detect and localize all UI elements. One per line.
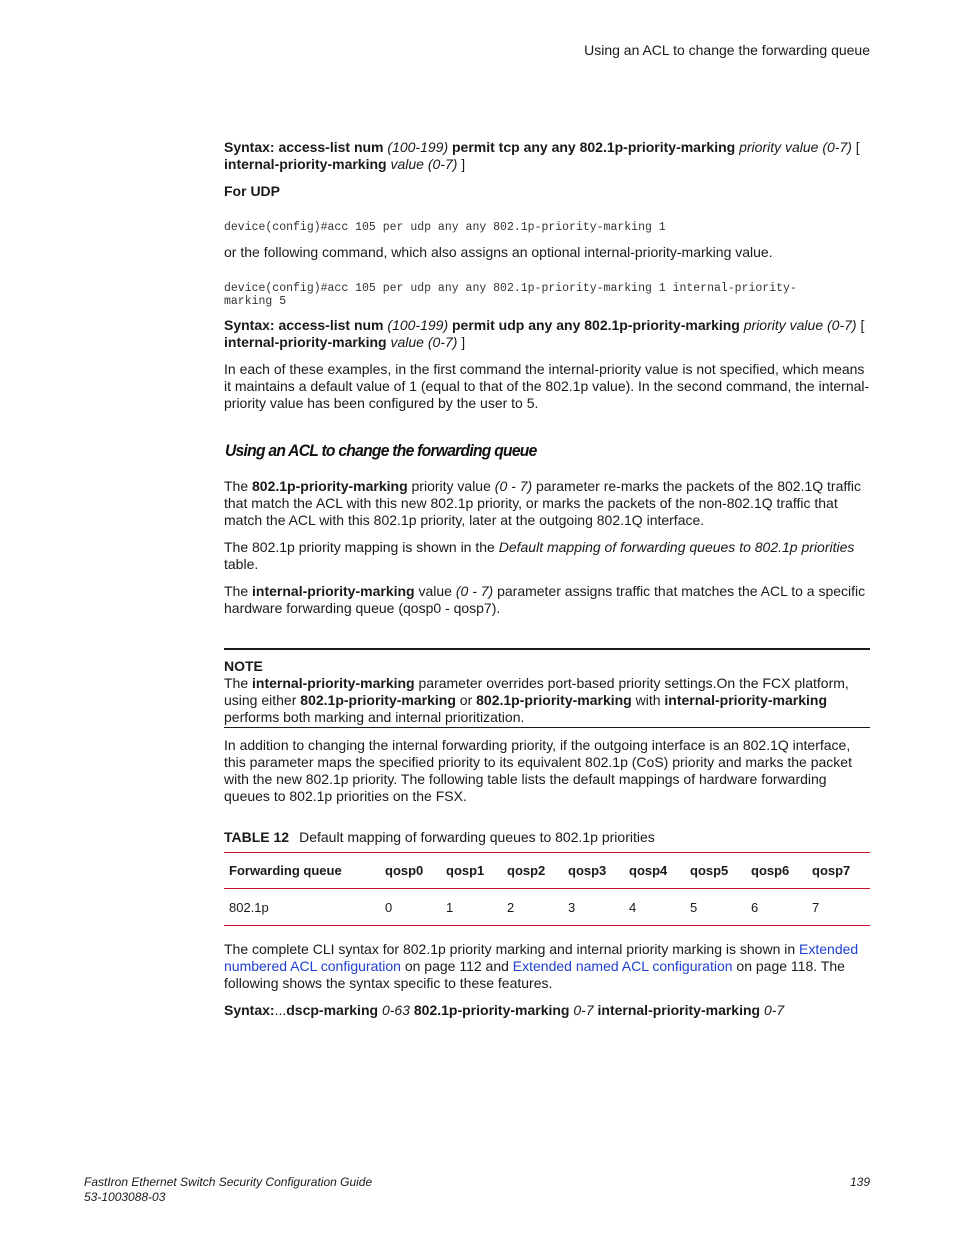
for-udp-label: For UDP [224, 183, 280, 199]
paragraph-internal-priority: The internal-priority-marking value (0 - 7) parameter assigns traffic that matches the ACL to a specific hardware forwarding queue (qosp0 - qosp7). [224, 583, 866, 616]
table-row [224, 889, 870, 926]
or-following-text: or the following command, which also assigns an optional internal-priority-marking value. [224, 244, 773, 260]
priority-mapping-table [224, 852, 870, 926]
running-header: Using an ACL to change the forwarding queue [584, 42, 870, 58]
table-cell: 4 [624, 889, 685, 926]
table-header-cell: qosp6 [746, 853, 807, 889]
footer-page-number: 139 [849, 1175, 870, 1189]
footer-guide-title: FastIron Ethernet Switch Security Configuration Guide [84, 1175, 373, 1189]
table-header-cell: qosp4 [624, 853, 685, 889]
paragraph-mapping-reference: The 802.1p priority mapping is shown in the Default mapping of forwarding queues to 802.1p priorities table. [224, 539, 855, 572]
table-caption-text: Default mapping of forwarding queues to 802.1p priorities [299, 829, 655, 845]
link-extended-numbered-acl[interactable]: Extended numbered ACL configuration [224, 941, 859, 974]
syntax-udp: Syntax: access-list num (100-199) permit udp any any 802.1p-priority-marking priority value (0-7) [ internal-priority-marking value (0-7) ] [224, 317, 865, 350]
examples-paragraph: In each of these examples, in the first command the internal-priority value is not specified, which means it maintains a default value of 1 (equal to that of the 802.1p value). In the second command, the internal-priority value has been configured by the user to 5. [224, 361, 870, 411]
syntax-tcp: Syntax: access-list num (100-199) permit tcp any any 802.1p-priority-marking priority value (0-7) [ internal-priority-marking value (0-7) ] [224, 139, 860, 172]
table-cell: 0 [380, 889, 441, 926]
paragraph-cli-syntax: The complete CLI syntax for 802.1p priority marking and internal priority marking is shown in Extended numbered ACL configuration on page 112 and Extended named ACL configuration on page 118. The following shows the syntax specific to these features. [224, 941, 859, 991]
table-header-cell: qosp2 [502, 853, 563, 889]
table-cell: 2 [502, 889, 563, 926]
paragraph-priority-marking: The 802.1p-priority-marking priority value (0 - 7) parameter re-marks the packets of the 802.1Q traffic that match the ACL with this new 802.1p priority, or marks the packets of the non-802.1Q traffic that match the ACL with this 802.1p priority, later at the outgoing 802.1Q interface. [224, 478, 862, 528]
table-cell: 7 [807, 889, 870, 926]
table-cell: 6 [746, 889, 807, 926]
code-example-1: device(config)#acc 105 per udp any any 802.1p-priority-marking 1 [224, 221, 666, 234]
table-header-cell: qosp5 [685, 853, 746, 889]
note-top-rule [224, 648, 870, 650]
table-header-cell: qosp7 [807, 853, 870, 889]
section-heading: Using an ACL to change the forwarding queue [225, 441, 537, 460]
table-header-cell: qosp3 [563, 853, 624, 889]
note-bottom-rule [224, 727, 870, 728]
link-extended-named-acl[interactable]: Extended named ACL configuration [512, 958, 733, 974]
table-header-cell: qosp0 [380, 853, 441, 889]
syntax-final: Syntax:...dscp-marking 0-63 802.1p-priority-marking 0-7 internal-priority-marking 0-7 [224, 1002, 785, 1018]
note-title: NOTE [224, 658, 263, 674]
footer-doc-number: 53-1003088-03 [84, 1190, 166, 1204]
table-header-row [224, 853, 870, 889]
table-cell: 1 [441, 889, 502, 926]
table-cell: 802.1p [224, 889, 380, 926]
table-cell: 5 [685, 889, 746, 926]
table-header-cell: qosp1 [441, 853, 502, 889]
table-caption [224, 829, 655, 845]
code-example-2: device(config)#acc 105 per udp any any 802.1p-priority-marking 1 internal-priority- marking 5 [224, 282, 797, 308]
paragraph-outgoing-interface: In addition to changing the internal forwarding priority, if the outgoing interface is an 802.1Q interface, this parameter maps the specified priority to its equivalent 802.1p (CoS) priority and marks the packet with the new 802.1p priority. The following table lists the default mappings of hardware forwarding queues to 802.1p priorities on the FSX. [224, 737, 852, 804]
note-body: The internal-priority-marking parameter overrides port-based priority settings.On the FCX platform, using either 802.1p-priority-marking or 802.1p-priority-marking with internal-priority-marking performs both marking and internal prioritization. [224, 675, 849, 725]
table-header-cell: Forwarding queue [224, 853, 380, 889]
table-cell: 3 [563, 889, 624, 926]
table-caption-label: TABLE 12 [224, 829, 290, 845]
